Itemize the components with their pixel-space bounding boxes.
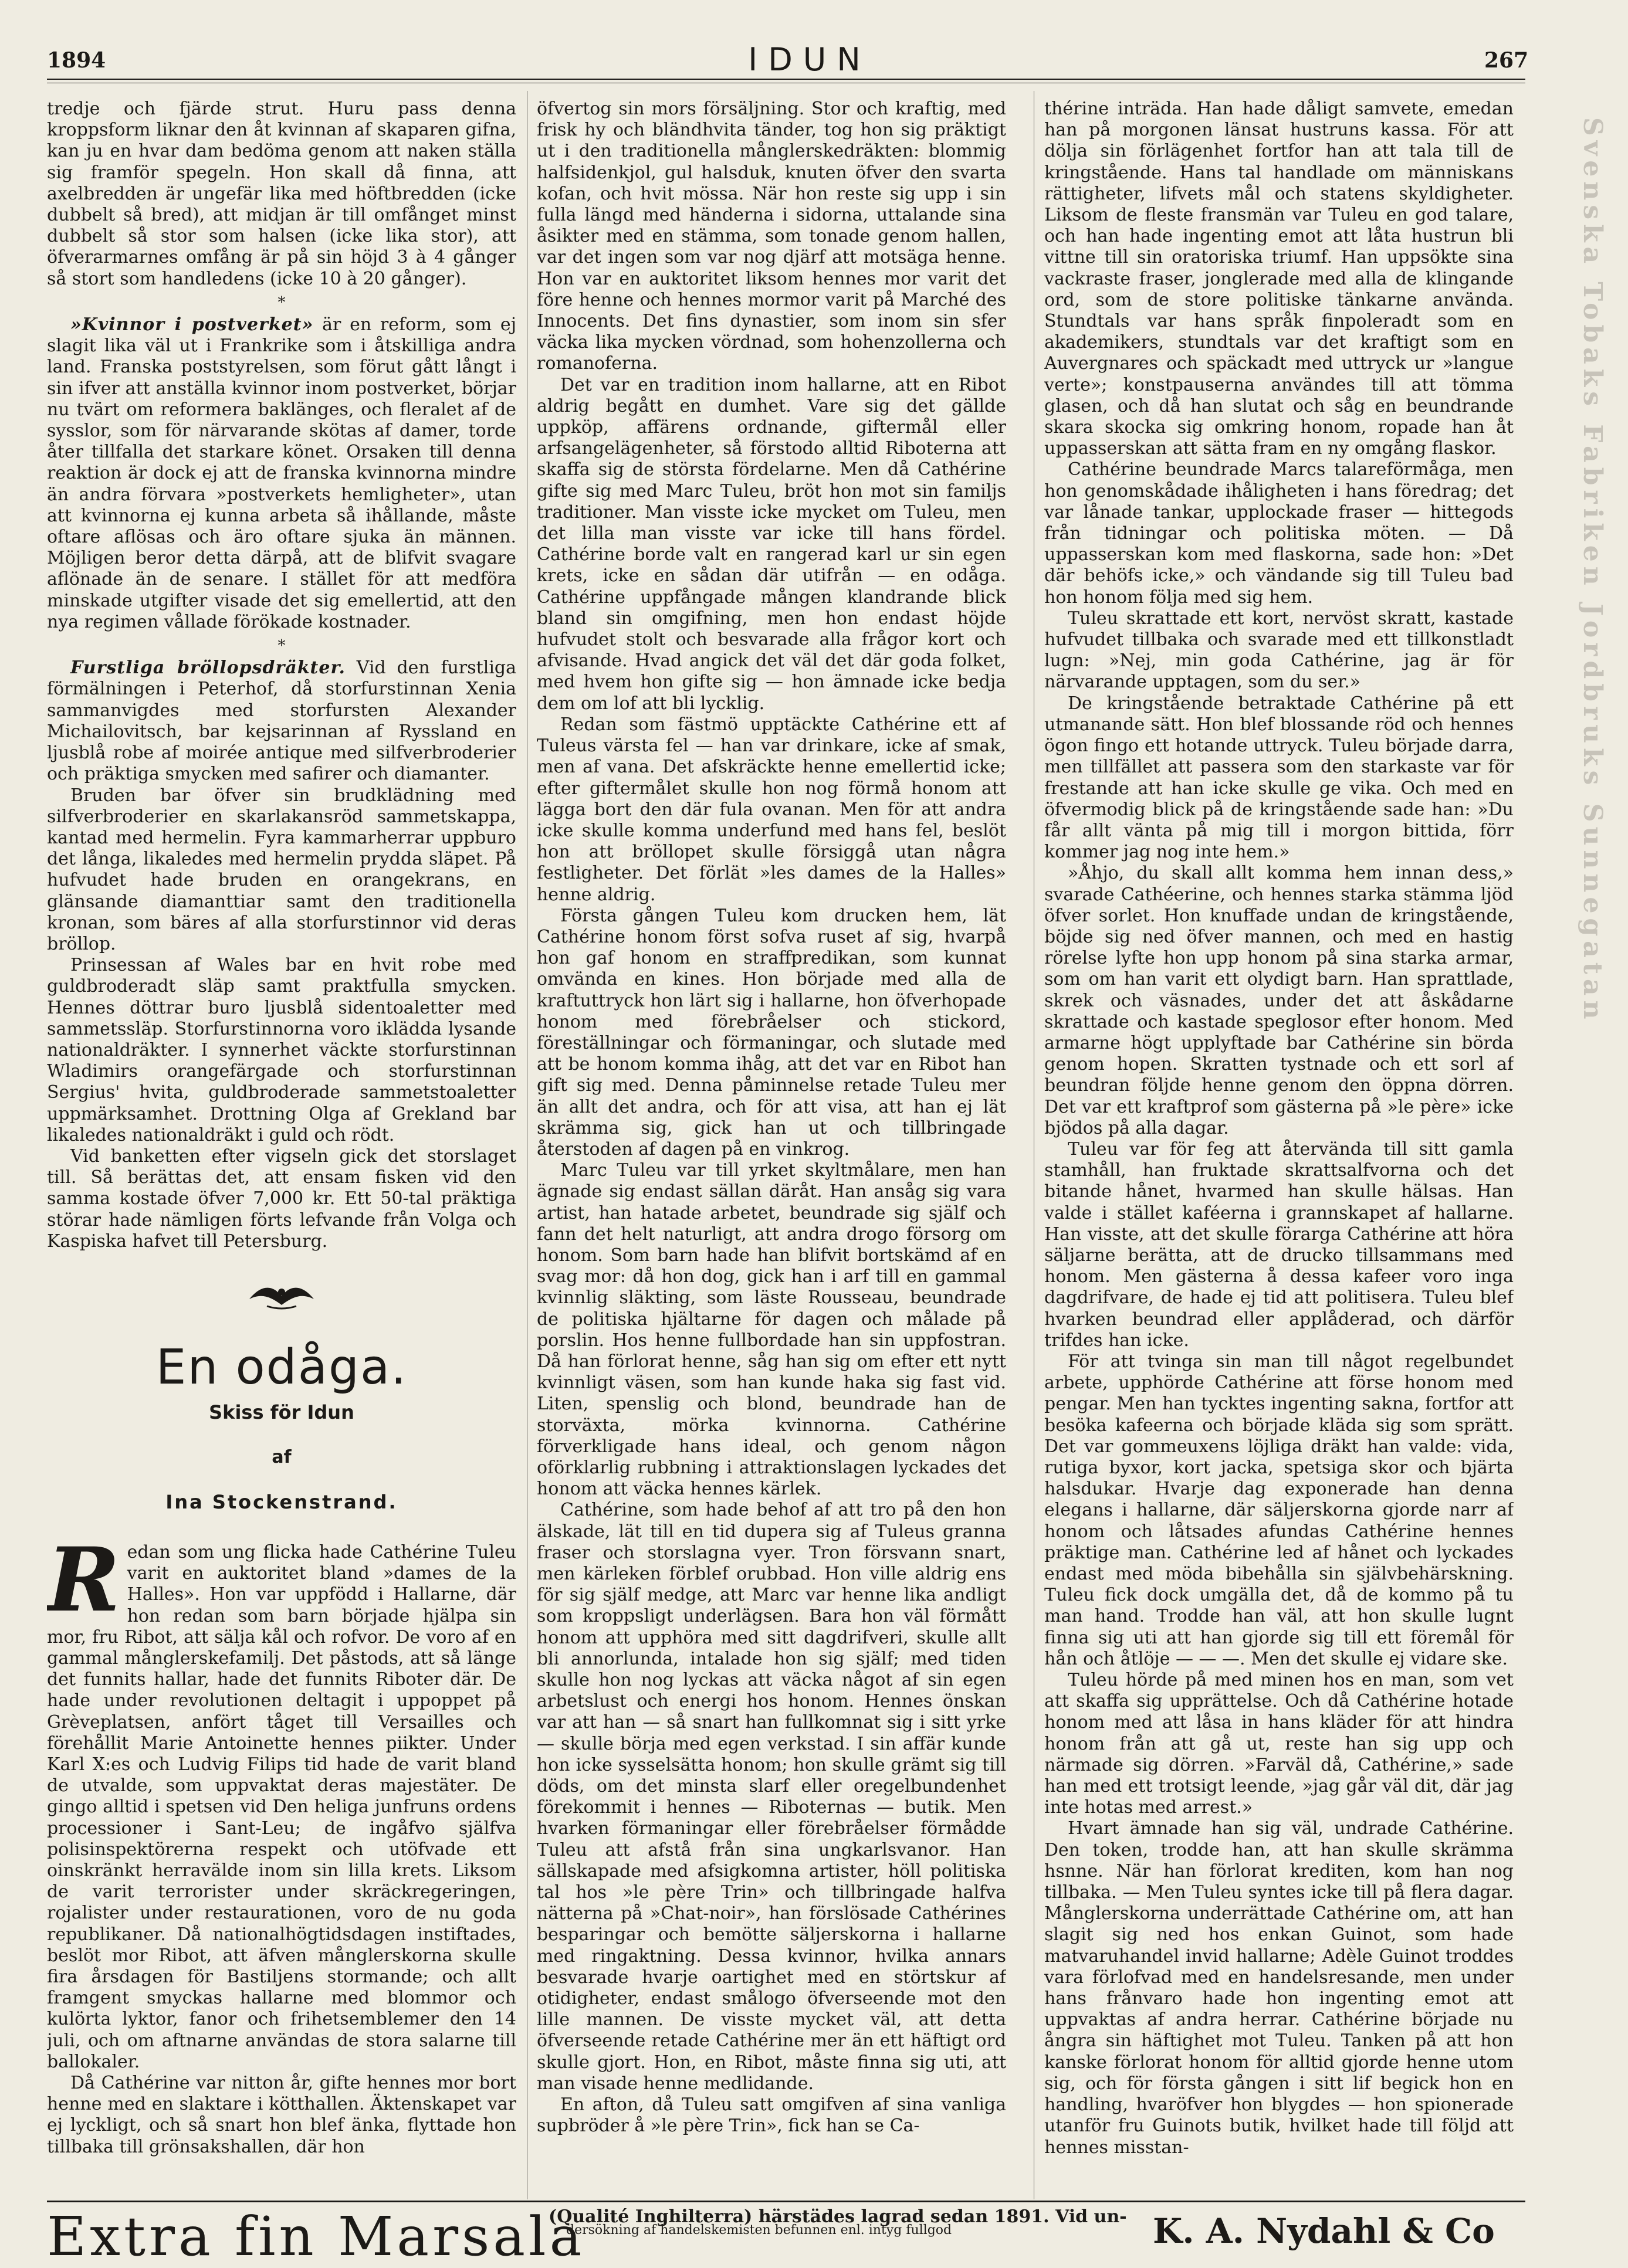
paragraph: Bruden bar öfver sin brudklädning med silfverbroderier en skarlakansröd sammetskappa, kantad med hermelin. Fyra kammarherrar uppburo det långa, likaledes med hermelin prydda släpet. På hufvudet hade bruden en orangekrans, en glänsande diamanttiar samt den traditionella kronan, som bäres af alla storfurstinnor vid deras bröllop. xyxy=(47,785,516,954)
advertisement-text: (Qualité Inghilterra) härstädes lagrad sedan 1891. Vid un- xyxy=(549,2206,1127,2227)
section-separator: * xyxy=(277,637,286,655)
advertisement-text-2: dersökning af handelskemisten befunnen enl. intyg fullgod xyxy=(566,2223,952,2238)
edge-bleed-text: Svenska Tobaks Fabriken Jordbruks Sunnegatan xyxy=(1578,117,1607,1024)
paragraph: En afton, då Tuleu satt omgifven af sina vanliga supbröder å »le père Trin», fick han se Ca- xyxy=(537,2094,1006,2137)
column-3 xyxy=(1044,99,1514,2186)
article-text: är en reform, som ej slagit lika väl ut i Frankrike som i åtskilliga andra land. Franska poststyrelsen, som förut gått långt i sin ifver att anställa kvinnor inom postverket, börjar nu tvärt om reformera baklänges, och fleralet af de sysslor, som för närvarande skötas af damer, torde åter tillfalla det starkare könet. Orsaken till denna reaktion är dock ej att de franska kvinnorna mindre än andra förvara »postverkets hemligheter», utan att kvinnorna ej kunna arbeta så ihållande, måste oftare aflösas och äro oftare sjuka än männen. Möjligen beror detta därpå, att de blifvit svagare aflönade än de senare. I stället för att medföra minskade utgifter visade det sig emellertid, att den nya regimen vållade förökade kostnader. xyxy=(47,314,516,632)
header-rule xyxy=(47,79,1525,80)
story-text: edan som ung flicka hade Cathérine Tuleu varit en auktoritet bland »dames de la Halles». Hon var uppfödd i Hallarne, där hon redan som barn började hjälpa sin mor, fru Ribot, att sälja kål och rofvor. De voro af en gammal månglerskefamilj. Det påstods, att så länge det funnits hallar, hade det funnits Riboter där. De hade under revolutionen deltagit i uppoppet på Grèveplatsen, anfört tåget till Versailles och förehållit Marie Antoinette hennes piikter. Under Karl X:es och Ludvig Filips tid hade de varit bland de utvalde, som uppvaktat deras majestäter. De gingo alltid i spetsen vid Den heliga junfruns ordens processioner i Sant-Leu; de ingåfvo själfva polisinspektörerna respekt och utöfvade ett oinskränkt herravälde inom sin lilla krets. Liksom de varit terrorister under skräckregeringen, rojalister under restaurationen, voro de nu goda republikaner. Då nationalhögtidsdagen instiftades, beslöt mor Ribot, att äfven månglerskorna skulle fira årsdagen för Bastiljens stormande; och allt framgent smyckas hallarne med blommor och kulörta lyktor, fanor och frihetsemblemer den 14 juli, och om aftnarne användas de stora salarne till ballokaler. xyxy=(47,1541,516,2072)
paragraph xyxy=(47,1528,516,2073)
paragraph: Cathérine beundrade Marcs talareförmåga, men hon genomskådade ihåligheten i hans föredrag; det var lånade tankar, upplockade fraser — hittegods från tidningar och politiska möten. — Då uppasserskan kom med flaskorna, sade hon: »Det där behöfs icke,» och vändande sig till Tuleu bad hon honom följa med sig hem. xyxy=(1044,459,1514,608)
drop-cap: R xyxy=(47,1528,120,1632)
paragraph: Första gången Tuleu kom drucken hem, lät Cathérine honom först sofva ruset af sig, hvarpå hon gaf honom en straffpredikan, som kunnat omvända en kines. Hon började med alla de kraftuttryck hon lärt sig i hallarne, hon öfverhopade honom med förebråelser och stickord, föreställningar och förmaningar, och slutade med att be honom komma ihåg, att det var en Ribot han gift sig med. Denna påminnelse retade Tuleu mer än allt det andra, och för att visa, att han ej lät skrämma sig, gick han ut och tillbringade återstoden af dagen på en vinkrog. xyxy=(537,905,1006,1160)
story-author: Ina Stockenstrand. xyxy=(165,1490,398,1513)
header-year: 1894 xyxy=(47,48,106,73)
paragraph: Tuleu hörde på med minen hos en man, som vet att skaffa sig upprättelse. Och då Cathérine hotade honom med att låsa in hans kläder för att hindra honom från att gå ut, reste han sig upp och närmade sig dörren. »Farväl då, Cathérine,» sade han med ett trotsigt leende, »jag går väl dit, där jag inte hotas med arrest.» xyxy=(1044,1670,1514,1818)
section-separator: * xyxy=(277,293,286,311)
advertisement-marsala: Extra fin Marsala xyxy=(47,2205,585,2268)
paragraph: Redan som fästmö upptäckte Cathérine ett af Tuleus värsta fel — han var drinkare, icke af smak, men af vana. Det afskräckte henne emellertid icke; efter giftermålet skulle hon nog förmå honom att lägga bort den där fula ovanan. Men för att andra icke skulle komma underfund med hans fel, beslöt hon att bröllopet skulle försiggå utan några festligheter. Det förlät »les dames de la Halles» henne aldrig. xyxy=(537,714,1006,905)
paragraph: Tuleu var för feg att återvända till sitt gamla stamhåll, han fruktade skrattsalfvorna och det bitande hånet, hvarmed han skulle hälsas. Han valde i stället kaféerna i grannskapet af hallarne. Han visste, att det skulle förarga Cathérine att höra säljarne berätta, att de drucko tillsammans med honom. Men gästerna å dessa kafeer voro inga dagdrifvare, de hade ej tid att politisera. Tuleu blef hvarken beundrad eller applåderad, och därför trifdes han icke. xyxy=(1044,1138,1514,1351)
article-lead: Furstliga bröllopsdräkter. xyxy=(70,657,346,679)
paragraph: Då Cathérine var nitton år, gifte hennes mor bort henne med en slaktare i kötthallen. Äktenskapet var ej lyckligt, och så snart hon blef änka, flyttade hon tillbaka till grönsakshallen, där hon xyxy=(47,2073,516,2157)
paragraph: Det var en tradition inom hallarne, att en Ribot aldrig begått en dumhet. Vare sig det gällde uppköp, affärens ordnande, giftermål eller arfsangelägenheter, så förstodo alltid Riboterna att skaffa sig de största fördelarne. Men då Cathérine gifte sig med Marc Tuleu, bröt hon mot sin familjs traditioner. Man visste icke mycket om Tuleu, men det lilla man visste var icke till hans fördel. Cathérine borde valt en rangerad karl ur sin egen krets, icke en sådan där utifrån — en odåga. Cathérine uppfångade mången klandrande blick bland sin omgifning, men hon endast höjde hufvudet stolt och besvarade alla frågor kort och afvisande. Hvad angick det väl det där goda folket, med hvem hon gifte sig — hon ämnade icke bedja dem om lof att bli lycklig. xyxy=(537,374,1006,714)
paragraph xyxy=(47,657,516,785)
paragraph: Vid banketten efter vigseln gick det storslaget till. Så berättas det, att ensam fisken vid den samma kostade öfver 7,000 kr. Ett 50-tal präktiga störar hade nämligen förts lefvande från Volga och Kaspiska hafvet till Petersburg. xyxy=(47,1145,516,1252)
fleuron-icon xyxy=(243,1282,320,1311)
advertisement-nydahl: K. A. Nydahl & Co xyxy=(1153,2211,1495,2251)
article-lead: »Kvinnor i postverket» xyxy=(70,314,314,335)
paragraph: thérine inträda. Han hade dåligt samvete, emedan han på morgonen länsat hustruns kassa. För att dölja sin förlägenhet fortfor han att tala till de kringstående. Hans tal handlade om människans rättigheter, lifvets mål och statens skyldigheter. Liksom de fleste fransmän var Tuleu en god talare, och han hade ingenting emot att låta hustrun bli vittne till sin oratoriska triumf. Han uppsökte sina vackraste fraser, jonglerade med alla de klingande ord, som de store politiske tänkarne använda. Stundtals var hans språk finpoleradt som en akademikers, stundtals var det kraftigt som en Auvergnares och späckadt med uttryck ur »langue verte»; konstpauserna användes till att tömma glasen, och då han slutat och såg en beundrande skara skocka sig omkring honom, ropade han åt uppasserskan att sätta fram en ny omgång flaskor. xyxy=(1044,99,1514,459)
paragraph: Hvart ämnade han sig väl, undrade Cathérine. Den token, trodde han, att han skulle skrämma hsnne. När han förlorat krediten, kom han nog tillbaka. — Men Tuleu syntes icke till på flera dagar. Månglerskorna underrättade Cathérine om, att han slagit sig ned hos enkan Guinot, som hade matvaruhandel invid hallarne; Adèle Guinot troddes vara förlofvad med en handelsresande, men under hans frånvaro hade hon ingenting emot att uppvaktas af andra herrar. Cathérine började nu ångra sin häftighet mot Tuleu. Tanken på att hon kanske förlorat honom för alltid gjorde henne utom sig, och för första gången i sitt lif begick hon en handling, hvaröfver hon blygdes — hon spionerade utanför fru Guinots butik, hvilket hade till följd att hennes misstan- xyxy=(1044,1818,1514,2158)
paragraph: »Åhjo, du skall allt komma hem innan dess,» svarade Cathéerine, och hennes starka stämma ljöd öfver sorlet. Hon knuffade undan de kringstående, böjde sig ned öfver mannen, och med en hastig rörelse lyfte hon upp honom på sina starka armar, som om han varit ett olydigt barn. Han sprattlade, skrek och väsnades, under det att åskådarne skrattade och kastade speglosor efter honom. Med armarne högt upplyftade bar Cathérine sin börda genom hopen. Skratten tystnade och ett sorl af beundran följde henne genom den öppna dörren. Det var ett kraftprof som gästerna på »le père» icke bjödos på alla dagar. xyxy=(1044,863,1514,1138)
ad-rule xyxy=(47,2201,1525,2202)
masthead-title: IDUN xyxy=(748,41,871,78)
paragraph: Tuleu skrattade ett kort, nervöst skratt, kastade hufvudet tillbaka och svarade med ett tillkonstladt lugn: »Nej, min goda Cathérine, jag är för närvarande upptagen, som du ser.» xyxy=(1044,608,1514,693)
paragraph xyxy=(47,314,516,633)
paragraph: öfvertog sin mors försäljning. Stor och kraftig, med frisk hy och bländhvita tänder, tog hon sig präktigt ut i den traditionella månglerskedräkten: blommig halfsidenkjol, gul halsduk, knuten öfver den svarta kofan, och hvit mössa. När hon reste sig upp i sin fulla längd med händerna i sidorna, uttalande sina åsikter med en stämma, som tonade genom hallen, var det ingen som var nog djärf att motsäga henne. Hon var en auktoritet liksom hennes mor varit det före henne och hennes mormor varit på Marché des Innocents. Det fins dynastier, som inom sin sfer väcka lika mycken vördnad, som hohenzollerna och romanoferna. xyxy=(537,99,1006,374)
article-text: Vid den furstliga förmälningen i Peterhof, då storfurstinnan Xenia sammanvigdes med storfursten Alexander Michailovitsch, bar kejsarinnan af Ryssland en ljusblå robe af moirée antique med silfverbroderier och präktiga smycken med safirer och diamanter. xyxy=(47,657,516,785)
story-title: En odåga. xyxy=(155,1340,408,1396)
paragraph: Marc Tuleu var till yrket skyltmålare, men han ägnade sig endast sällan däråt. Han ansåg sig vara artist, han hatade arbetet, beundrade sig själf och fann det helt naturligt, att andra drogo försorg om honom. Som barn hade han blifvit bortskämd af en svag mor: då hon dog, gick han i arf till en gammal kvinnlig släkting, som läste Rousseau, beundrade de politiska hjältarne för dagen och målade på porslin. Hos henne fullbordade han sin uppfostran. Då han förlorat henne, såg han sig om efter ett nytt kvinnligt väsen, som han kunde haka sig fast vid. Liten, spenslig och blond, beundrade han de storväxta, mörka kvinnorna. Cathérine förverkligade hans ideal, och genom någon oförklarlig rubbning i attraktionslagen lyckades det honom att väcka hennes kärlek. xyxy=(537,1160,1006,1500)
page-number: 267 xyxy=(1484,48,1529,73)
story-subtitle: Skiss för Idun xyxy=(209,1401,354,1424)
paragraph: Prinsessan af Wales bar en hvit robe med guldbroderadt släp samt praktfulla smycken. Hennes döttrar buro ljusblå sidentoaletter med sammetssläp. Storfurstinnorna voro iklädda lysande nationaldräkter. I synnerhet väckte storfurstinnan Wladimirs orangefärgade och storfurstinnan Sergius' hvita, guldbroderade sammetstoaletter uppmärksamhet. Drottning Olga af Grekland bar likaledes nationaldräkt i guld och rödt. xyxy=(47,955,516,1145)
paragraph: De kringstående betraktade Cathérine på ett utmanande sätt. Hon blef blossande röd och hennes ögon fingo ett hotande uttryck. Tuleu började darra, men tillfället att passera som den starkaste var för frestande att han icke skulle ge vika. Och med en öfvermodig blick på de kringstående sade han: »Du får allt vänta på mig till i morgon bittida, förr kommer jag nog inte hem.» xyxy=(1044,693,1514,863)
paragraph: För att tvinga sin man till något regelbundet arbete, upphörde Cathérine att förse honom med pengar. Men han tycktes ingenting sakna, fortfor att besöka kafeerna och började kläda sig som sprätt. Det var gommeuxens löjliga dräkt han valde: vida, rutiga byxor, kort jacka, spetsiga skor och bjärta halsdukar. Hvarje dag exponerade han denna elegans i hallarne, där säljerskorna gjorde narr af honom och låtsades afundas Cathérine hennes präktige man. Cathérine led af hånet och lyckades endast med möda bibehålla sin självbehärskning. Tuleu fick dock umgälla det, då de kommo på tu man hand. Trodde han väl, att hon skulle lugnt finna sig uti att han gjorde sig till ett föremål för hån och åtlöje — — —. Men det skulle ej vidare ske. xyxy=(1044,1351,1514,1669)
paragraph: tredje och fjärde strut. Huru pass denna kroppsform liknar den åt kvinnan af skaparen gifna, kan ju en hvar dam bedöma genom att naken ställa sig framför spegeln. Hon skall då finna, att axelbredden är ungefär lika med höftbredden (icke dubbelt så bred), att midjan är till omfånget minst dubbelt så stor som halsen (icke lika stor), att öfverarmarnes omfång är på sin höjd 3 à 4 gånger så stort som handledens (icke 10 à 20 gånger). xyxy=(47,99,516,289)
column-2 xyxy=(537,99,1006,2186)
fleuron-ornament xyxy=(47,1282,516,1316)
column-1 xyxy=(47,99,516,2158)
story-by: af xyxy=(272,1446,292,1467)
paragraph: Cathérine, som hade behof af att tro på den hon älskade, lät till en tid dupera sig af Tuleus granna fraser och storslagna vyer. Tron försvann snart, men kärleken förblef orubbad. Hon ville aldrig ens för sig själf medge, att Marc var henne lika andligt som kroppsligt underlägsen. Bara hon väl förmått honom att upphöra med sitt dagdrifveri, skulle allt bli annorlunda, intalade hon sig själf; med tiden skulle hon nog lyckas att väcka något af sin egen arbetslust och energi hos honom. Hennes önskan var att han — så snart han fullkomnat sig i sitt yrke — skulle börja med egen verkstad. I sin affär kunde hon icke sysselsätta honom; hon skulle grämt sig till döds, om det minsta slarf eller oregelbundenhet förekommit i hennes — Riboternas — butik. Men hvarken förmaningar eller förebråelser förmådde Tuleu att afstå från sina ungkarlsvanor. Han sällskapade med afsigkomna artister, höll politiska tal hos »le père Trin» och tillbringade halfva nätterna på »Chat-noir», han förslösade Cathérines besparingar och bemötte säljerskorna i hallarne med ringaktning. Dessa kvinnor, hvilka annars besvarade hvarje oartighet med en störtskur af otidigheter, endast smålogo öfverseende mot den lille mannen. De visste mycket väl, att detta öfverseende retade Cathérine mer än ett häftigt ord skulle gjort. Hon, en Ribot, måste finna sig uti, att man visade henne medlidande. xyxy=(537,1500,1006,2094)
